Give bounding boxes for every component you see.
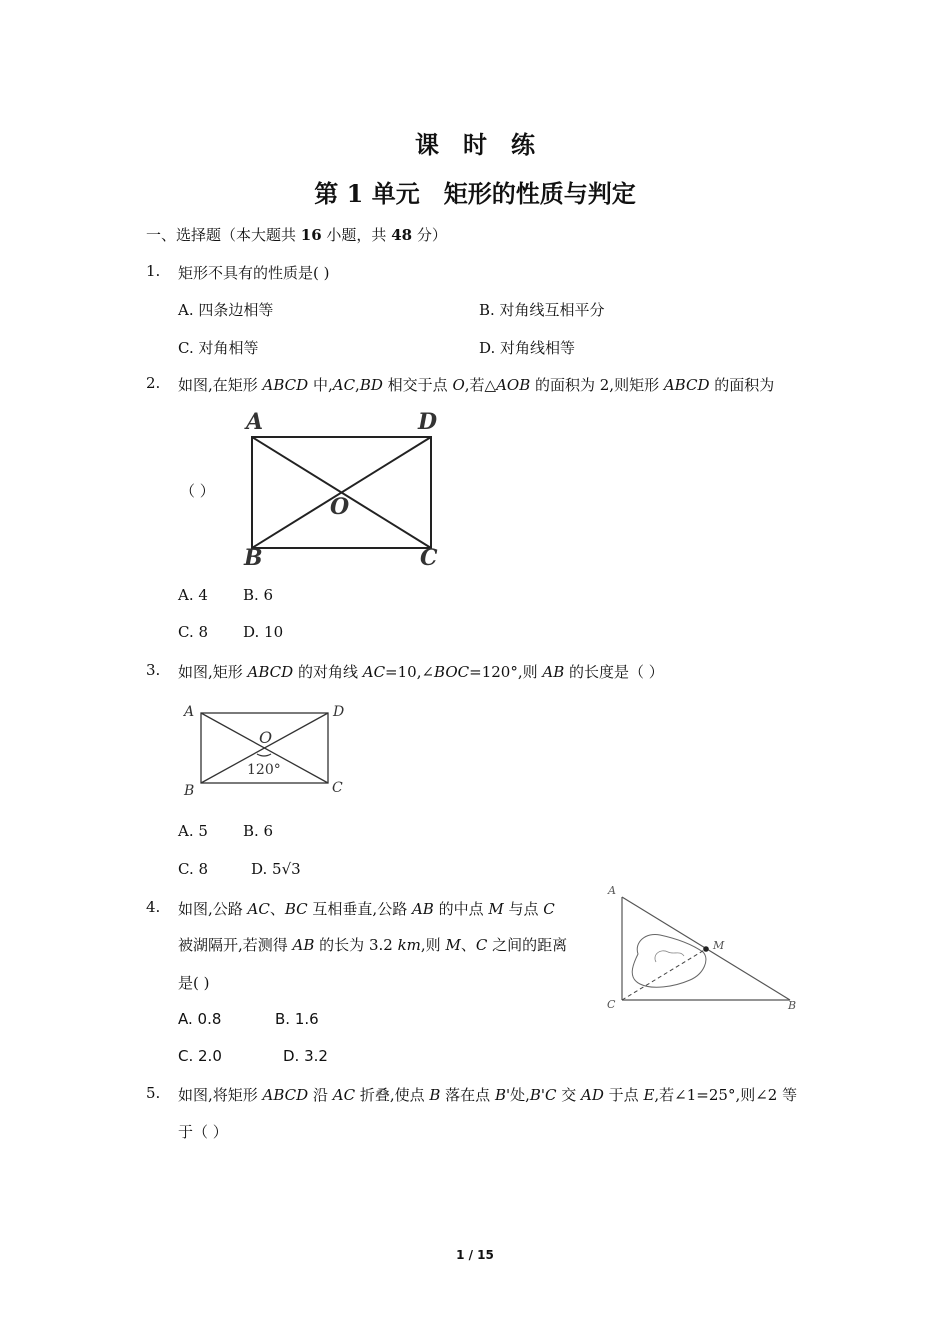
option-b: B. 6 <box>243 586 274 604</box>
label-c: C <box>607 998 616 1011</box>
point-m <box>703 946 709 952</box>
label-o: O <box>259 728 273 747</box>
question-text-line1: 如图,公路 AC、BC 互相垂直,公路 AB 的中点 M 与点 C <box>178 900 555 918</box>
option-a: A. 0.8 <box>178 1010 222 1028</box>
question-text-line1: 如图,将矩形 ABCD 沿 AC 折叠,使点 B 落在点 B'处,B'C 交 AD 于点 E,若∠1=25°,则∠2 等 <box>178 1086 798 1104</box>
option-d: D. 10 <box>243 623 284 641</box>
option-b: B. 1.6 <box>275 1010 319 1028</box>
question-number: 2. <box>146 374 161 392</box>
label-m: M <box>713 939 725 952</box>
option-a: A. 四条边相等 <box>178 301 274 319</box>
angle-label: 120° <box>247 762 281 778</box>
option-c: C. 8 <box>178 860 209 878</box>
question-number: 5. <box>146 1084 161 1102</box>
option-d: D. 5√3 <box>251 860 301 878</box>
question-text-line2: 于（ ） <box>178 1123 228 1141</box>
question-number: 3. <box>146 661 161 679</box>
question-text-line3: 是( ) <box>178 974 210 992</box>
section-header: 一、选择题（本大题共 16 小题，共 48 分） <box>146 226 447 244</box>
option-c: C. 2.0 <box>178 1047 222 1065</box>
answer-bracket: （ ） <box>180 482 215 500</box>
label-b: B <box>788 999 797 1012</box>
question-text: 如图,在矩形 ABCD 中,AC,BD 相交于点 O,若△AOB 的面积为 2,则矩形 ABCD 的面积为 <box>178 376 775 394</box>
option-d: D. 3.2 <box>283 1047 328 1065</box>
question-text: 如图,矩形 ABCD 的对角线 AC=10,∠BOC=120°,则 AB 的长度是（ ） <box>178 663 664 681</box>
label-o: O <box>330 494 350 520</box>
question-text-line2: 被湖隔开,若测得 AB 的长为 3.2 km,则 M、C 之间的距离 <box>178 936 568 954</box>
option-c: C. 8 <box>178 623 209 641</box>
option-b: B. 6 <box>243 822 274 840</box>
option-d: D. 对角线相等 <box>479 339 576 357</box>
option-a: A. 5 <box>178 822 208 840</box>
label-a: A <box>608 884 616 897</box>
unit-title: 第 1 单元 矩形的性质与判定 <box>314 179 636 208</box>
label-c: C <box>332 780 343 796</box>
label-a: A <box>246 409 264 435</box>
label-d: D <box>333 704 345 720</box>
label-a: A <box>184 704 195 720</box>
label-b: B <box>184 783 195 799</box>
rectangle-figure <box>238 405 448 575</box>
label-b: B <box>244 545 263 571</box>
page-title: 课 时 练 <box>415 130 535 159</box>
lake-ripple <box>655 951 684 962</box>
question-text: 矩形不具有的性质是( ) <box>178 264 330 282</box>
option-c: C. 对角相等 <box>178 339 259 357</box>
rectangle-figure <box>180 698 350 802</box>
question-number: 4. <box>146 898 161 916</box>
option-a: A. 4 <box>178 586 208 604</box>
page-number: 1 / 15 <box>456 1248 494 1262</box>
label-c: C <box>420 545 438 571</box>
road-lake-figure <box>604 880 804 1015</box>
option-b: B. 对角线互相平分 <box>479 301 605 319</box>
question-number: 1. <box>146 262 161 280</box>
angle-arc <box>257 754 271 756</box>
distance-mc <box>622 949 706 1000</box>
label-d: D <box>418 409 438 435</box>
